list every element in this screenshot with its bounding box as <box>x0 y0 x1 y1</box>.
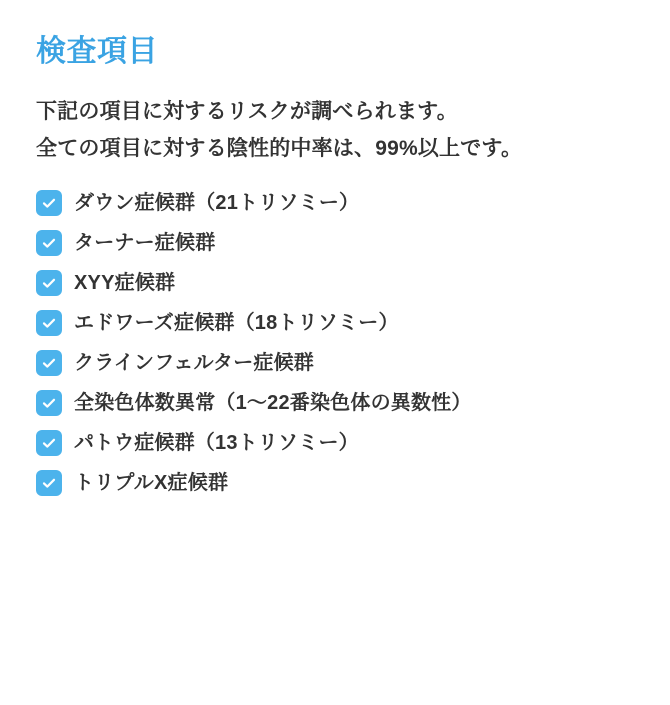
intro-line-2: 全ての項目に対する陰性的中率は、99%以上です。 <box>36 136 523 160</box>
list-item[interactable] <box>36 350 634 376</box>
list-item[interactable] <box>36 230 634 256</box>
list-item-label: XYY症候群 <box>74 271 176 294</box>
intro-line-1: 下記の項目に対するリスクが調べられます。 <box>36 100 458 123</box>
list-item[interactable] <box>36 270 634 296</box>
page-title: 検査項目 <box>36 35 158 68</box>
list-item[interactable] <box>36 430 634 456</box>
check-icon <box>36 350 62 376</box>
check-icon <box>36 270 62 296</box>
check-icon <box>36 390 62 416</box>
list-item[interactable] <box>36 190 634 216</box>
list-item-label: ターナー症候群 <box>74 231 216 254</box>
list-item[interactable] <box>36 390 634 416</box>
list-item-label: パトウ症候群（13トリソミー） <box>74 431 359 454</box>
list-item[interactable] <box>36 470 634 496</box>
check-icon <box>36 470 62 496</box>
check-icon <box>36 430 62 456</box>
list-item-label: エドワーズ症候群（18トリソミー） <box>74 311 399 334</box>
list-item-label: トリプルX症候群 <box>74 471 229 494</box>
check-icon <box>36 310 62 336</box>
test-items-list <box>36 190 634 496</box>
intro-text <box>36 94 634 168</box>
list-item-label: ダウン症候群（21トリソミー） <box>74 191 360 214</box>
check-icon <box>36 190 62 216</box>
list-item-label: 全染色体数異常（1〜22番染色体の異数性） <box>74 391 472 414</box>
check-icon <box>36 230 62 256</box>
list-item-label: クラインフェルター症候群 <box>74 351 314 374</box>
list-item[interactable] <box>36 310 634 336</box>
